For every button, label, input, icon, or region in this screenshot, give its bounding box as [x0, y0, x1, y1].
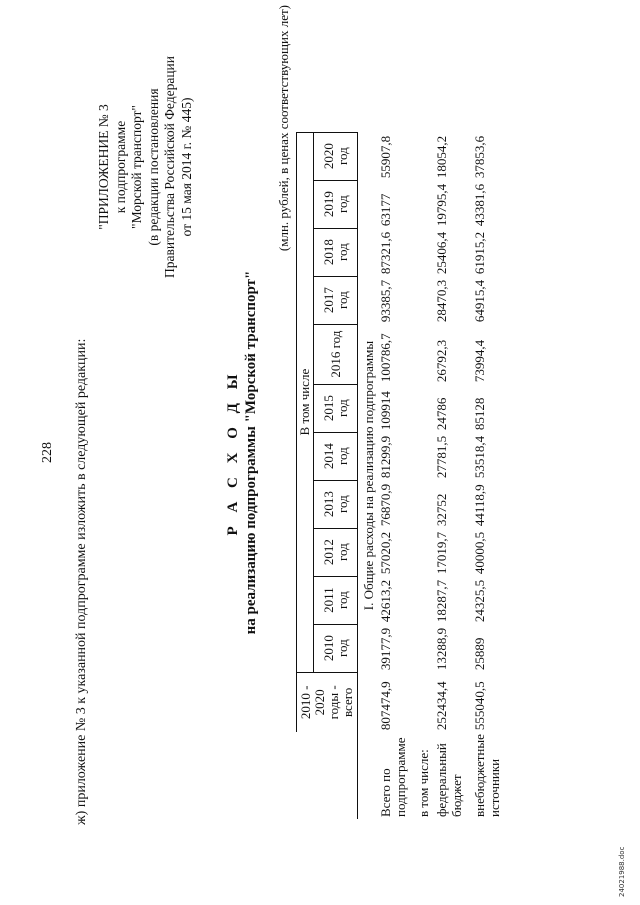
year-header: 2011 год	[314, 576, 358, 624]
annex-line: "ПРИЛОЖЕНИЕ № 3	[96, 104, 111, 230]
value-cell: 28470,3	[434, 279, 449, 323]
value-cell: 25889	[472, 637, 487, 671]
value-cell: 37853,6	[472, 135, 487, 179]
annex-line: Правительства Российской Федерации	[162, 56, 177, 278]
year-header: 2012 год	[314, 528, 358, 576]
section-title: I. Общие расходы на реализацию подпрограммы	[361, 340, 376, 611]
value-cell: 93385,7	[378, 279, 393, 323]
value-cell: 55907,8	[378, 135, 393, 179]
document-title: Р А С Х О Д Ы	[225, 369, 241, 536]
value-cell: 13288,9	[434, 627, 449, 671]
year-header: 2016 год	[314, 324, 358, 384]
value-cell: 100786,7	[378, 333, 393, 383]
total-column-header: 2010 - 2020 годы - всего	[297, 672, 358, 732]
year-header: 2018 год	[314, 228, 358, 276]
value-cell: 40000,5	[472, 531, 487, 575]
value-cell: 18287,7	[434, 579, 449, 623]
value-cell: 24786	[434, 397, 449, 431]
row-label: в том числе:	[416, 749, 431, 817]
value-cell: 76870,9	[378, 483, 393, 527]
total-cell: 555040,5	[472, 681, 487, 731]
value-cell: 53518,4	[472, 435, 487, 479]
annex-line: (в редакции постановления	[145, 88, 161, 246]
row-label: внебюджетные источники	[472, 734, 502, 817]
intro-text: ж) приложение № 3 к указанной подпрограмме изложить в следующей редакции:	[74, 338, 89, 825]
value-cell: 109914	[378, 391, 393, 431]
document-subtitle: на реализацию подпрограммы "Морской транспорт"	[243, 270, 259, 635]
value-cell: 19795,4	[434, 183, 449, 227]
value-cell: 85128	[472, 397, 487, 431]
value-cell: 18054,2	[434, 135, 449, 179]
footer-code: 24021988.doc	[618, 846, 626, 897]
total-cell: 252434,4	[434, 681, 449, 731]
section-row	[358, 132, 379, 819]
table-row	[434, 132, 472, 819]
row-label: федеральный бюджет	[434, 743, 464, 817]
value-cell: 81299,9	[378, 435, 393, 479]
value-cell: 25406,4	[434, 231, 449, 275]
value-cell: 44118,9	[472, 484, 487, 527]
value-cell: 17019,7	[434, 531, 449, 575]
value-cell: 43381,6	[472, 183, 487, 227]
year-header: 2013 год	[314, 480, 358, 528]
year-header: 2010 год	[314, 624, 358, 672]
value-cell: 57020,2	[378, 531, 393, 575]
value-cell: 24325,5	[472, 579, 487, 623]
year-header: 2015 год	[314, 384, 358, 432]
label-column-header	[297, 732, 358, 819]
table-row	[378, 132, 412, 819]
year-header: 2017 год	[314, 276, 358, 324]
value-cell: 27781,5	[434, 435, 449, 479]
value-cell: 63177	[378, 193, 393, 227]
expenses-table	[296, 132, 506, 819]
year-header: 2019 год	[314, 180, 358, 228]
value-cell: 39177,9	[378, 627, 393, 671]
row-label: Всего по подпрограмме	[378, 737, 408, 817]
year-header: 2020 год	[314, 132, 358, 180]
units-note: (млн. рублей, в ценах соответствующих лет)	[276, 5, 291, 252]
value-cell: 61915,2	[472, 231, 487, 275]
group-header: В том числе	[297, 132, 314, 672]
value-cell: 87321,6	[378, 231, 393, 275]
annex-line: от 15 мая 2014 г. № 445)	[178, 97, 194, 237]
value-cell: 42613,2	[378, 579, 393, 623]
annex-header	[96, 17, 195, 317]
value-cell: 73994,4	[472, 339, 487, 383]
annex-line: "Морской транспорт"	[129, 105, 144, 229]
year-header: 2014 год	[314, 432, 358, 480]
page-number: 228	[40, 442, 55, 463]
value-cell: 32752	[434, 493, 449, 527]
total-cell: 807474,9	[378, 681, 393, 731]
annex-line: к подпрограмме	[112, 120, 128, 214]
value-cell: 64915,4	[472, 279, 487, 323]
table-row	[412, 132, 434, 819]
value-cell: 26792,3	[434, 339, 449, 383]
table-row	[472, 132, 506, 819]
